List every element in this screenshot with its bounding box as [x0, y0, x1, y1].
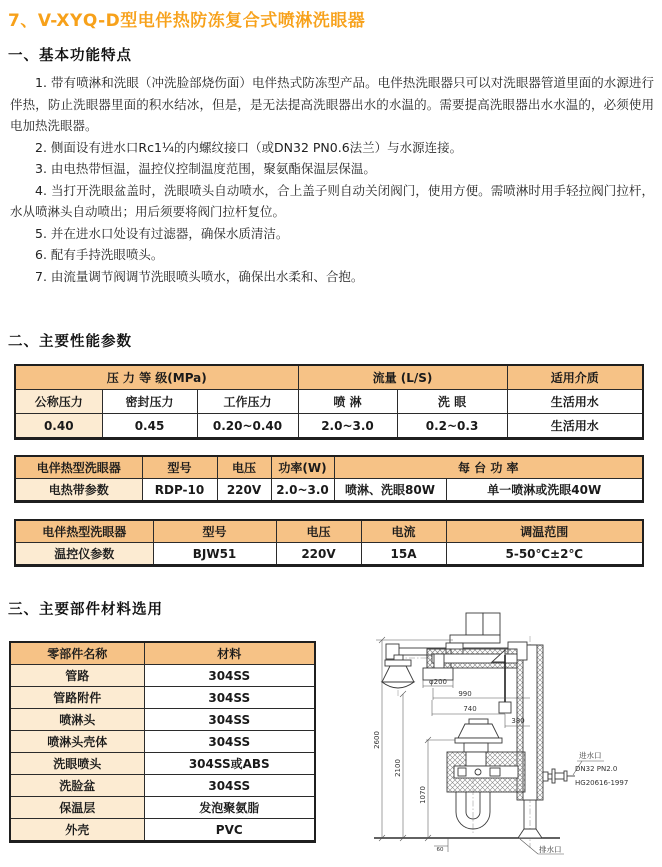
materials-table: [9, 641, 316, 843]
subheader-cell: 工作压力: [197, 390, 298, 414]
header-cell: 适用介质: [507, 365, 643, 390]
spray-head: [382, 655, 414, 688]
feature-item-3: 3. 由电热带恒温，温控仪控制温度范围，聚氨酯保温层保温。: [35, 161, 376, 176]
table-row: [10, 797, 315, 819]
header-cell: 电伴热型洗眼器: [15, 456, 142, 479]
dim-total-height: 2600: [373, 731, 381, 749]
dim-380: 380: [511, 717, 525, 725]
eyewash-basin: [447, 719, 525, 792]
inlet-standard-label: HG20616-1997: [575, 779, 629, 787]
table-row: [10, 731, 315, 753]
value-cell: 5-50℃±2℃: [446, 543, 643, 566]
heat-trace-table: [14, 455, 644, 503]
row-label-cell: 电热带参数: [15, 479, 142, 502]
inlet-spec-label: DN32 PN2.0: [575, 765, 618, 773]
feature-item-4: 4. 当打开洗眼盆盖时，洗眼喷头自动喷水，合上盖子则自动关闭阀门，使用方便。需喷淋时用手轻拉阀门拉杆，水从喷淋头自动喷出；用后须要将阀门拉杆复位。: [10, 182, 654, 219]
section2-heading: 二、主要性能参数: [8, 334, 132, 350]
value-cell: RDP-10: [142, 479, 217, 502]
subheader-cell: 密封压力: [102, 390, 197, 414]
table-row: [15, 456, 643, 479]
dim-990: 990: [458, 690, 472, 698]
technical-drawing: [370, 610, 660, 862]
material-cell: 304SS: [144, 775, 315, 797]
subheader-cell: 生活用水: [507, 390, 643, 414]
value-cell: 2.0~3.0: [298, 414, 397, 439]
table-row: [10, 642, 315, 665]
value-cell: 0.45: [102, 414, 197, 439]
thermostat-table: [14, 519, 644, 567]
pressure-flow-table: [14, 364, 644, 440]
value-cell: 0.20~0.40: [197, 414, 298, 439]
dim-740: 740: [463, 705, 477, 713]
table-row: [10, 753, 315, 775]
table-row: [10, 819, 315, 842]
value-cell: 2.0~3.0: [271, 479, 334, 502]
value-cell: 0.40: [15, 414, 102, 439]
value-cell: 220V: [276, 543, 361, 566]
material-cell: 304SS: [144, 665, 315, 687]
table-row: [15, 414, 643, 439]
feature-item-5: 5. 并在进水口处设有过滤器，确保水质清洁。: [35, 225, 289, 241]
header-cell: 零部件名称: [10, 642, 144, 665]
header-cell: 压 力 等 级(MPa): [15, 365, 298, 390]
table-row: [15, 479, 643, 502]
table-row: [10, 709, 315, 731]
header-cell: 调温范围: [446, 520, 643, 543]
feature-item-1: 1. 带有喷淋和洗眼（冲洗脸部烧伤面）电伴热式防冻型产品。电伴热洗眼器只可以对洗眼器管道里面的水源进行伴热，防止洗眼器里面的积水结冰，但是，是无法提高洗眼器出水的水温的。需要提高洗眼器出水水温的，必须使用电加热洗眼器。: [10, 75, 654, 133]
inlet-labels: [575, 750, 628, 787]
inlet-label: 进水口: [579, 751, 602, 760]
value-cell: 0.2~0.3: [397, 414, 507, 439]
table-row: [10, 775, 315, 797]
part-cell: 洗眼喷头: [10, 753, 144, 775]
value-cell: 喷淋、洗眼80W: [334, 479, 446, 502]
dim-mid-height: 2100: [394, 759, 402, 777]
feature-list: [10, 72, 654, 287]
table-row: [10, 687, 315, 709]
material-cell: 304SS或ABS: [144, 753, 315, 775]
part-cell: 管路附件: [10, 687, 144, 709]
part-cell: 洗脸盆: [10, 775, 144, 797]
value-cell: 单一喷淋或洗眼40W: [446, 479, 643, 502]
table-row: [15, 365, 643, 390]
feature-item-6: 6. 配有手持洗眼喷头。: [35, 247, 164, 262]
dim-head-diameter: φ200: [429, 678, 447, 686]
material-cell: 304SS: [144, 731, 315, 753]
row-label-cell: 温控仪参数: [15, 543, 153, 566]
header-cell: 电伴热型洗眼器: [15, 520, 153, 543]
header-cell: 每 台 功 率: [334, 456, 643, 479]
table-row: [15, 390, 643, 414]
table-row: [15, 520, 643, 543]
material-cell: PVC: [144, 819, 315, 842]
part-cell: 喷淋头壳体: [10, 731, 144, 753]
header-cell: 电流: [361, 520, 446, 543]
header-cell: 电压: [276, 520, 361, 543]
part-cell: 管路: [10, 665, 144, 687]
subheader-cell: 公称压力: [15, 390, 102, 414]
value-cell: BJW51: [153, 543, 276, 566]
page-title: 7、V-XYQ-D型电伴热防冻复合式喷淋洗眼器: [8, 11, 366, 31]
header-cell: 型号: [142, 456, 217, 479]
header-cell: 型号: [153, 520, 276, 543]
subheader-cell: 喷 淋: [298, 390, 397, 414]
table-row: [10, 665, 315, 687]
subheader-cell: 洗 眼: [397, 390, 507, 414]
material-cell: 发泡聚氨脂: [144, 797, 315, 819]
header-cell: 材料: [144, 642, 315, 665]
table-row: [15, 543, 643, 566]
material-cell: 304SS: [144, 687, 315, 709]
header-cell: 电压: [217, 456, 271, 479]
part-cell: 外壳: [10, 819, 144, 842]
top-junction-box: [450, 613, 500, 643]
drain-label-group: [520, 839, 564, 854]
drain-label: 排水口: [539, 845, 562, 854]
header-cell: 功率(W): [271, 456, 334, 479]
section3-heading: 三、主要部件材料选用: [8, 602, 163, 618]
value-cell: 220V: [217, 479, 271, 502]
value-cell: 15A: [361, 543, 446, 566]
material-cell: 304SS: [144, 709, 315, 731]
part-cell: 喷淋头: [10, 709, 144, 731]
feature-item-2: 2. 侧面设有进水口Rc1¼的内螺纹接口（或DN32 PN0.6法兰）与水源连接。: [35, 139, 463, 155]
dim-60: 60: [436, 847, 444, 853]
section1-heading: 一、基本功能特点: [8, 48, 132, 64]
dim-basin-height: 1070: [419, 786, 427, 804]
value-cell: 生活用水: [507, 414, 643, 439]
feature-item-7: 7. 由流量调节阀调节洗眼喷头喷水，确保出水柔和、合抱。: [35, 268, 364, 284]
part-cell: 保温层: [10, 797, 144, 819]
header-cell: 流量 (L/S): [298, 365, 507, 390]
